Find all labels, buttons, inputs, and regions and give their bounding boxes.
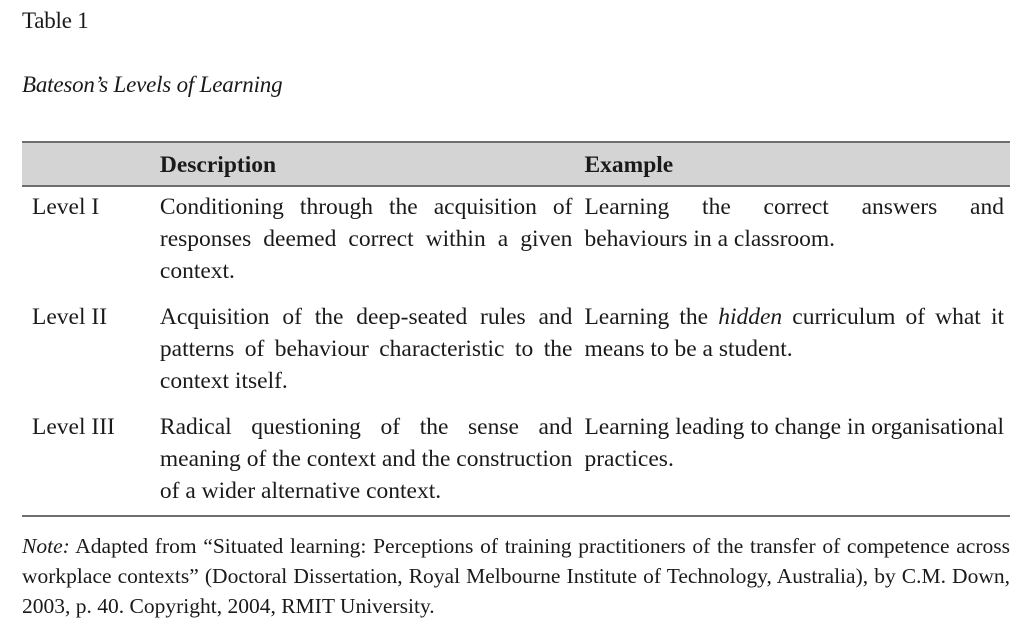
- note-label: Note:: [22, 534, 70, 558]
- header-row: [22, 142, 1010, 186]
- row-example: [578, 297, 1010, 407]
- table-number: Table 1: [22, 8, 89, 33]
- row-description: Radical questioning of the sense and meaning of the context and the construction of a wider alternative context.: [154, 407, 579, 516]
- table-title: Bateson’s Levels of Learning: [22, 72, 283, 97]
- example-text: Learning the: [584, 304, 719, 330]
- row-example: Learning leading to change in organisational practices.: [578, 407, 1010, 516]
- table-note: [22, 531, 1010, 621]
- row-level: Level II: [32, 304, 108, 330]
- example-emphasis: hidden: [718, 304, 783, 330]
- header-example: Example: [578, 142, 1010, 186]
- row-example: Learning the correct answers and behaviours in a classroom.: [584, 194, 1004, 252]
- note-text: Adapted from “Situated learning: Perceptions of training practitioners of the transfer of competence across workplace contexts” (Doctoral Dissertation, Royal Melbourne Institute of Technology, Australia), by C.M. Down, 2003, p. 40. Copyright, 2004, RMIT University.: [22, 534, 1010, 618]
- example-text: curriculum of what it means to be a student.: [584, 304, 1004, 362]
- table-row: [22, 186, 1010, 297]
- table-body: [22, 186, 1010, 516]
- table-row: [22, 297, 1010, 407]
- levels-table: [22, 141, 1010, 517]
- header-level: [22, 142, 154, 186]
- row-description: Conditioning through the acquisition of responses deemed correct within a given context.: [159, 194, 573, 284]
- row-description: Acquisition of the deep-seated rules and patterns of behaviour characteristic to the context itself.: [159, 304, 573, 394]
- table-row: [22, 407, 1010, 516]
- row-level: Level III: [22, 407, 154, 516]
- header-description: Description: [154, 142, 579, 186]
- row-level: Level I: [32, 194, 100, 220]
- table-header: [22, 142, 1010, 186]
